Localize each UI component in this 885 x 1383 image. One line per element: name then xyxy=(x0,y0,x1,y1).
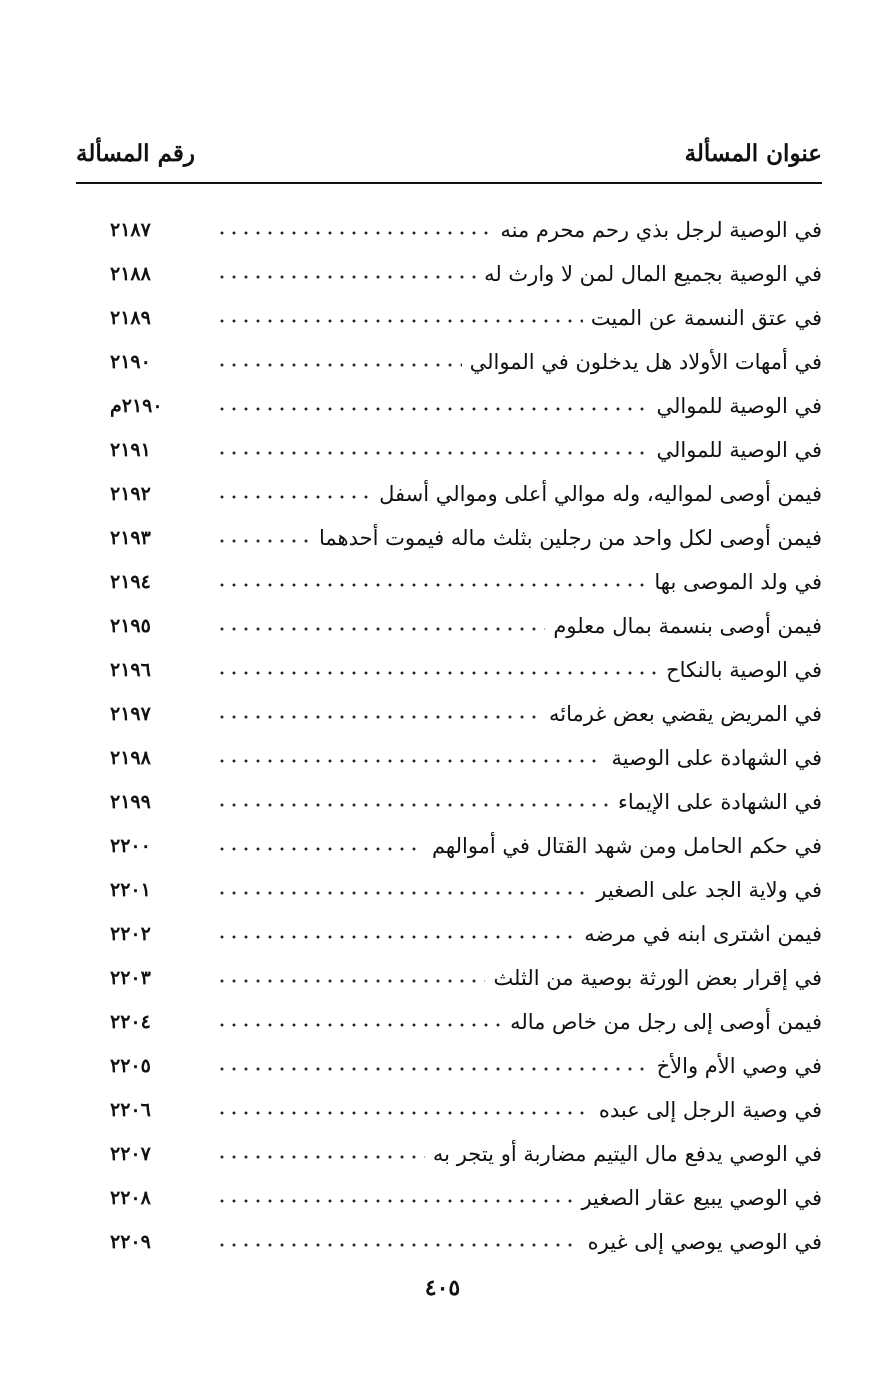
dot-leader xyxy=(216,270,476,284)
dot-leader xyxy=(216,798,610,812)
entry-number: ٢١٩٨ xyxy=(110,747,151,769)
list-item xyxy=(110,1044,822,1088)
list-item xyxy=(110,824,822,868)
entry-number: ٢٢٠٩ xyxy=(110,1231,151,1253)
dot-leader xyxy=(216,1106,591,1120)
dot-leader xyxy=(216,358,462,372)
dot-leader xyxy=(216,578,646,592)
dot-leader xyxy=(216,754,604,768)
list-item xyxy=(110,1088,822,1132)
dot-leader xyxy=(216,1238,580,1252)
list-item xyxy=(110,340,822,384)
column-title-label: عنوان المسألة xyxy=(684,139,822,167)
list-item xyxy=(110,692,822,736)
entry-number: ٢٢٠٨ xyxy=(110,1187,151,1209)
dot-leader xyxy=(216,226,492,240)
list-item xyxy=(110,736,822,780)
dot-leader xyxy=(216,974,485,988)
dot-leader xyxy=(216,446,649,460)
list-item xyxy=(110,208,822,252)
entry-title: فيمن أوصى لمواليه، وله موالي أعلى وموالي أسفل xyxy=(379,482,822,506)
entry-title: في الوصية بجميع المال لمن لا وارث له xyxy=(484,262,822,286)
entry-number: ٢١٩٩ xyxy=(110,791,151,813)
entry-title: في الوصية للموالي xyxy=(656,438,822,462)
list-item xyxy=(110,648,822,692)
list-item xyxy=(110,1132,822,1176)
page-number: ٤٠٥ xyxy=(424,1275,461,1301)
entry-title: فيمن أوصى لكل واحد من رجلين بثلث ماله فيموت أحدهما xyxy=(318,526,822,550)
entry-title: في وصي الأم والأخ xyxy=(656,1054,822,1078)
entry-number: ٢٢٠٢ xyxy=(110,923,151,945)
dot-leader xyxy=(216,710,541,724)
entry-number: ٢٢٠٠ xyxy=(110,835,151,857)
entry-number: ٢١٨٧ xyxy=(110,219,151,241)
list-item xyxy=(110,1220,822,1264)
entry-title: في حكم الحامل ومن شهد القتال في أموالهم xyxy=(431,834,822,858)
list-item xyxy=(110,560,822,604)
dot-leader xyxy=(216,402,649,416)
header-divider xyxy=(76,182,822,184)
contents-list xyxy=(110,208,822,1264)
entry-title: في الوصية للموالي xyxy=(656,394,822,418)
list-item xyxy=(110,912,822,956)
dot-leader xyxy=(216,314,583,328)
entry-number: ٢١٩٠م xyxy=(110,395,163,417)
entry-number: ٢١٩١ xyxy=(110,439,151,461)
entry-number: ٢١٨٨ xyxy=(110,263,151,285)
dot-leader xyxy=(216,490,371,504)
entry-number: ٢١٨٩ xyxy=(110,307,151,329)
dot-leader xyxy=(216,534,311,548)
list-item xyxy=(110,428,822,472)
list-item xyxy=(110,384,822,428)
list-item xyxy=(110,868,822,912)
entry-number: ٢١٩٧ xyxy=(110,703,151,725)
entry-number: ٢٢٠٧ xyxy=(110,1143,151,1165)
dot-leader xyxy=(216,1018,502,1032)
dot-leader xyxy=(216,842,424,856)
dot-leader xyxy=(216,1194,573,1208)
list-item xyxy=(110,604,822,648)
list-item xyxy=(110,1000,822,1044)
list-item xyxy=(110,296,822,340)
entry-number: ٢٢٠٤ xyxy=(110,1011,151,1033)
dot-leader xyxy=(216,930,576,944)
entry-number: ٢١٩٢ xyxy=(110,483,151,505)
entry-title: في الوصي يبيع عقار الصغير xyxy=(581,1186,822,1210)
entry-title: في ولاية الجد على الصغير xyxy=(596,878,822,902)
dot-leader xyxy=(216,886,588,900)
entry-title: في أمهات الأولاد هل يدخلون في الموالي xyxy=(469,350,822,374)
entry-title: في الشهادة على الإيماء xyxy=(617,790,822,814)
entry-title: في ولد الموصى بها xyxy=(654,570,822,594)
entry-title: في الوصي يدفع مال اليتيم مضاربة أو يتجر به xyxy=(432,1142,822,1166)
entry-title: فيمن اشترى ابنه في مرضه xyxy=(584,922,822,946)
list-item xyxy=(110,956,822,1000)
entry-number: ٢٢٠٦ xyxy=(110,1099,151,1121)
entry-title: فيمن أوصى بنسمة بمال معلوم xyxy=(553,614,822,638)
list-item xyxy=(110,780,822,824)
dot-leader xyxy=(216,666,658,680)
list-item xyxy=(110,252,822,296)
list-item xyxy=(110,472,822,516)
entry-title: في عتق النسمة عن الميت xyxy=(590,306,822,330)
entry-number: ٢١٩٠ xyxy=(110,351,151,373)
entry-title: في الوصي يوصي إلى غيره xyxy=(587,1230,822,1254)
entry-number: ٢٢٠٣ xyxy=(110,967,151,989)
entry-title: فيمن أوصى إلى رجل من خاص ماله xyxy=(510,1010,822,1034)
list-item xyxy=(110,1176,822,1220)
list-item xyxy=(110,516,822,560)
dot-leader xyxy=(216,622,545,636)
column-number-label: رقم المسألة xyxy=(76,139,195,167)
entry-title: في الوصية بالنكاح xyxy=(666,658,822,682)
entry-number: ٢٢٠١ xyxy=(110,879,151,901)
entry-title: في الوصية لرجل بذي رحم محرم منه xyxy=(500,218,822,242)
entry-number: ٢١٩٥ xyxy=(110,615,151,637)
entry-title: في إقرار بعض الورثة بوصية من الثلث xyxy=(493,966,822,990)
entry-number: ٢١٩٦ xyxy=(110,659,151,681)
entry-number: ٢٢٠٥ xyxy=(110,1055,151,1077)
entry-title: في وصية الرجل إلى عبده xyxy=(598,1098,822,1122)
entry-title: في الشهادة على الوصية xyxy=(611,746,822,770)
entry-title: في المريض يقضي بعض غرمائه xyxy=(549,702,822,726)
table-header xyxy=(76,128,822,178)
dot-leader xyxy=(216,1150,425,1164)
dot-leader xyxy=(216,1062,649,1076)
entry-number: ٢١٩٤ xyxy=(110,571,151,593)
entry-number: ٢١٩٣ xyxy=(110,527,151,549)
